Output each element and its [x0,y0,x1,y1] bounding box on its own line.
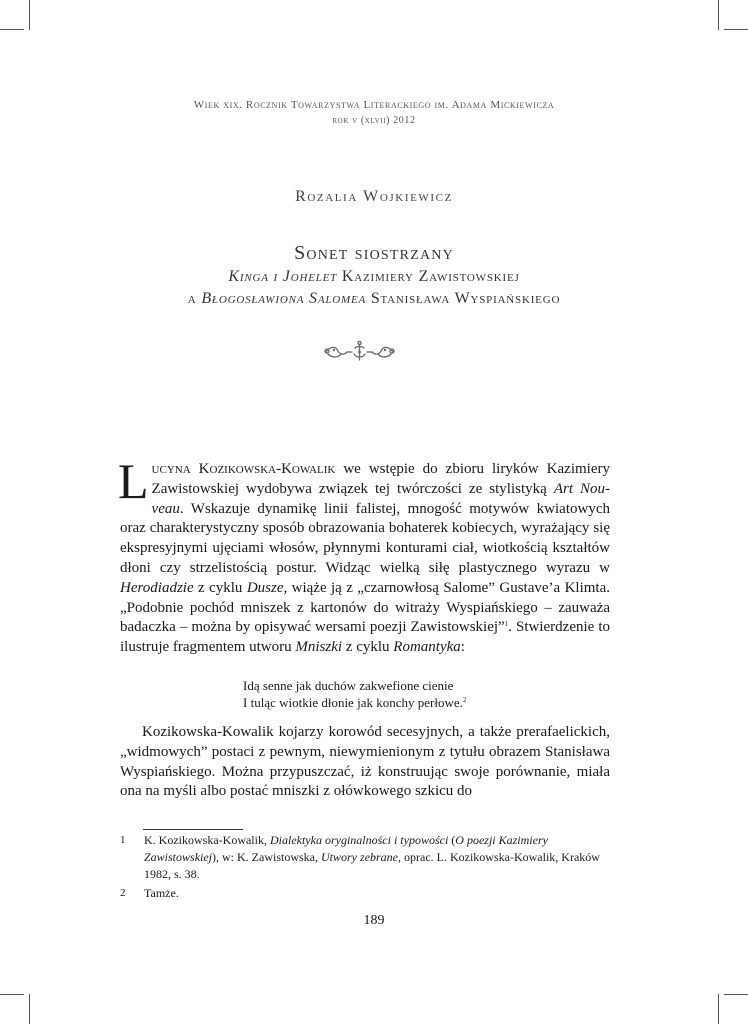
crop-mark-top-right [724,29,748,30]
floral-vignette-icon [322,340,397,364]
lead-in: ucyna Kozikowska-Kowalik [151,461,336,477]
journal-title: Wiek xix. Rocznik Towarzystwa Literackiego im. Adama Mickiewicza [193,99,555,111]
footnote-1: 1 K. Kozikowska-Kowalik, Dialektyka oryginalności i typowości (O poezji Kazimiery Zawistowskiej), w: K. Zawistowska, Utwory zebrane, oprac. L. Kozikowska-Kowalik, Kraków 1982, s. 38. [120,833,600,881]
drop-cap: L [118,453,149,509]
paragraph-1: Lucyna Kozikowska-Kowalik we wstępie do zbioru liryków Kazimiery Zawistowskiej wydobywa związek tej twórczości ze stylistyką Art Nouveau. Wskazuje dynamikę linii falistej, mnogość motywów kwiatowych oraz charakterystyczny sposób obrazowania bohaterek kobiecych, wyrażający się ekspresyjnymi ujęciami włosów, płynnymi konturami ciał, wiotkością kształtów dłoni czy strzelistością postur. Widząc wielką siłę plastycznego wyrazu w Herodiadzie z cyklu Dusze, wiąże ją z „czarnowłosą Salome” Gustave’a Klimta. „Podobnie pochód mniszek z kartonów do witraży Wyspiańskiego – zauważa badaczka – można by opisywać wersami poezji Zawistowskiej”$^1$. Stwierdzenie to ilustruje fragmentem utworu Mniszki z cyklu Romantyka: [118,453,610,656]
footnote-number: 1 [120,834,126,846]
footnote-2: 2 Tamże. [120,886,179,900]
crop-mark-bottom-left [0,994,24,995]
article-author: Rozalia Wojkiewicz [295,188,453,205]
poem-quote [243,677,603,711]
article-subtitle-line1: Kinga i Johelet Kazimiery Zawistowskiej [228,268,520,285]
poem-line-2: I tuląc wiotkie dłonie jak konchy perłowe.$^2$ [243,695,467,710]
crop-mark-top-left [0,29,24,30]
crop-mark-top-right [718,0,719,30]
footnote-ref-1[interactable]: 1 [504,620,509,629]
crop-mark-bottom-right [724,994,748,995]
footnote-rule [143,829,243,830]
journal-volume: rok v (xlvii) 2012 [332,115,416,126]
article-title: Sonet siostrzany [294,242,454,264]
crop-mark-bottom-left [29,994,30,1024]
subtitle-work2: Błogosławiona Salomea [201,290,367,307]
poem-line-1: Idą senne jak duchów zakwefione cienie [243,678,454,693]
paragraph-2: Kozikowska-Kowalik kojarzy korowód secesyjnych, a także prerafaelickich, „widmowych” postaci z pewnym, niewymienionym z tytułu obrazem Stanisława Wyspiańskiego. Można przypuszczać, iż konstruując swoje porównanie, miała ona na myśli albo postać mniszki z ołówkowego szkicu do [120,724,610,800]
footnote-ref-2[interactable]: 2 [462,696,467,704]
crop-mark-top-left [29,0,30,30]
journal-header [0,97,748,129]
article-title-block [0,240,748,310]
subtitle-work1: Kinga i Johelet [228,268,338,285]
page-number: 189 [363,913,385,928]
article-subtitle-line2: a Błogosławiona Salomea Stanisława Wyspiańskiego [187,290,561,307]
footnote-number: 2 [120,887,126,899]
footnotes [120,832,610,904]
crop-mark-bottom-right [718,994,719,1024]
